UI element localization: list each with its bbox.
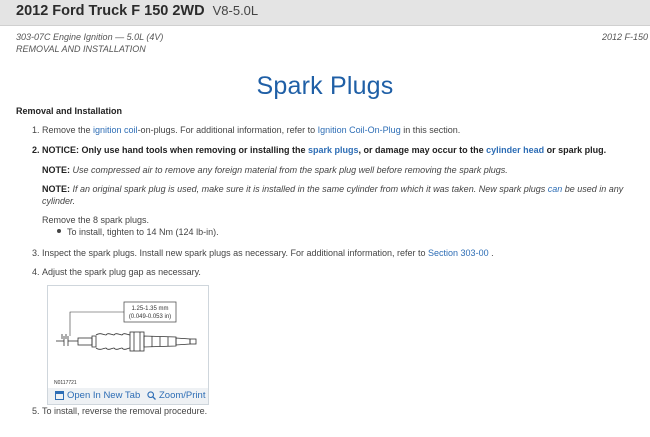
step-notice-text xyxy=(42,145,606,155)
section-heading: Removal and Installation xyxy=(16,106,123,116)
ignition-coil-on-plug-link[interactable]: Ignition Coil-On-Plug xyxy=(317,125,401,135)
procedure-code: 303-07C Engine Ignition — 5.0L (4V) xyxy=(16,32,164,42)
remove-plugs-text: Remove the 8 spark plugs. xyxy=(42,215,150,225)
note-text xyxy=(42,184,623,206)
step-number: 1. xyxy=(32,125,40,135)
zoom-icon xyxy=(147,391,156,400)
model-year-label: 2012 F-150 xyxy=(601,32,648,42)
step-text xyxy=(42,248,494,258)
note-original-plug xyxy=(42,183,632,207)
step-text-part: . xyxy=(488,248,494,258)
step-text-part: NOTICE: Only use hand tools when removing or installing the xyxy=(42,145,309,155)
engine-spec: V8-5.0L xyxy=(212,3,259,18)
vehicle-header-bar xyxy=(0,0,650,26)
document-meta xyxy=(16,32,163,55)
vehicle-model: 2012 Ford Truck F 150 2WD xyxy=(16,3,205,19)
torque-bullet xyxy=(57,227,219,237)
note-compressed-air xyxy=(42,164,632,176)
step-text: To install, reverse the removal procedure. xyxy=(42,406,208,416)
spark-plug-drawing xyxy=(56,332,196,351)
step-number: 3. xyxy=(32,248,40,258)
bullet-dot xyxy=(57,229,61,233)
spark-plug-diagram xyxy=(48,286,208,388)
step-text-part: Inspect the spark plugs. Install new spark plugs as necessary. For additional information, refer to xyxy=(42,248,429,258)
vehicle-title xyxy=(16,3,258,19)
step-text-part: , or damage may occur to the xyxy=(358,145,487,155)
can-link[interactable]: can xyxy=(547,184,563,194)
spark-plugs-link[interactable]: spark plugs xyxy=(308,145,359,155)
zoom-print-button[interactable] xyxy=(147,390,205,401)
note-text: Use compressed air to remove any foreign material from the spark plug well before removing the spark plugs. xyxy=(72,165,508,175)
step-text-part: -on-plugs. For additional information, refer to xyxy=(137,125,318,135)
step-text-part: or spark plug. xyxy=(544,145,607,155)
step-number: 4. xyxy=(32,267,40,277)
open-in-new-tab-button[interactable] xyxy=(55,390,140,401)
note-label: NOTE: xyxy=(42,184,70,194)
figure-toolbar xyxy=(48,388,208,404)
step-text xyxy=(42,125,460,135)
gap-leader-line xyxy=(70,312,124,336)
note-text-part: be used in any cylinder. xyxy=(42,184,624,206)
torque-text: To install, tighten to 14 Nm (124 lb-in). xyxy=(67,227,219,237)
page-title: Spark Plugs xyxy=(256,72,394,100)
open-in-new-tab-label: Open In New Tab xyxy=(67,390,141,401)
step-number: 2. xyxy=(32,145,40,155)
section-303-00-link[interactable]: Section 303-00 xyxy=(428,248,489,258)
gap-mm-label: 1.25-1.35 mm xyxy=(131,306,169,312)
zoom-print-label: Zoom/Print xyxy=(159,390,206,401)
procedure-type: REMOVAL AND INSTALLATION xyxy=(16,43,146,54)
note-text-part: If an original spark plug is used, make sure it is installed in the same cylinder from which it was taken. New spark plugs xyxy=(72,184,548,194)
step-text-part: Remove the xyxy=(42,125,94,135)
note-label: NOTE: xyxy=(42,165,70,175)
figure-id: N0117721 xyxy=(54,380,77,386)
step-number: 5. xyxy=(32,406,40,416)
open-in-new-tab-icon xyxy=(55,391,64,400)
spark-plug-gap-figure[interactable] xyxy=(47,285,209,405)
ignition-coil-link[interactable]: ignition coil xyxy=(93,125,138,135)
gap-in-label: (0.049-0.053 in) xyxy=(128,314,172,320)
cylinder-head-link[interactable]: cylinder head xyxy=(486,145,545,155)
step-text-part: in this section. xyxy=(400,125,461,135)
step-text: Adjust the spark plug gap as necessary. xyxy=(42,267,201,277)
